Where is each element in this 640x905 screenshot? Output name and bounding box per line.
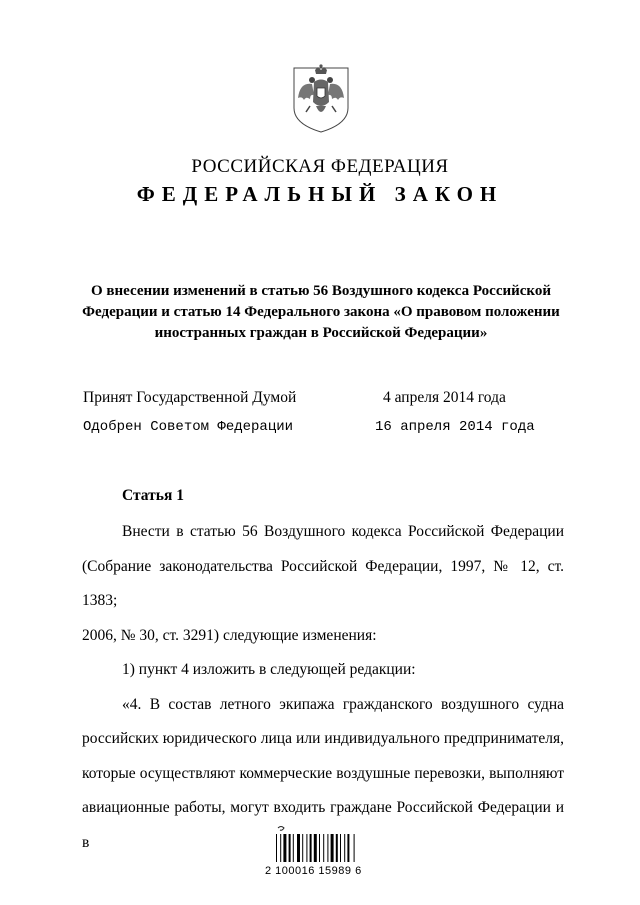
document-type: ФЕДЕРАЛЬНЫЙ ЗАКОН: [136, 182, 504, 206]
law-title-line: иностранных граждан в Российской Федерации»: [154, 325, 488, 341]
article-line: (Собрание законодательства Российской Федерации, 1997, № 12, ст. 1383;: [82, 557, 564, 609]
article-line: «4. В состав летного экипажа гражданского воздушного судна: [122, 695, 564, 713]
barcode-number: 2 100016 15989 6: [265, 865, 362, 877]
article-line: авиационные работы, могут входить граждане Российской Федерации и в: [82, 799, 564, 851]
country-name: РОССИЙСКАЯ ФЕДЕРАЦИЯ: [191, 156, 449, 177]
approved-by-council-label: Одобрен Советом Федерации: [83, 419, 294, 435]
article-line: которые осуществляют коммерческие воздушные перевозки, выполняют: [82, 764, 564, 782]
law-title-line: О внесении изменений в статью 56 Воздушного кодекса Российской: [90, 283, 552, 299]
article-heading: Статья 1: [122, 487, 184, 504]
barcode-icon: [270, 826, 370, 888]
coat-of-arms-icon: [288, 62, 354, 134]
article-line: 2006, № 30, ст. 3291) следующие изменения:: [82, 626, 377, 644]
article-line: российских юридического лица или индивидуального предпринимателя,: [82, 730, 564, 747]
adopted-by-duma-label: Принят Государственной Думой: [83, 389, 297, 406]
article-line: 1) пункт 4 изложить в следующей редакции:: [122, 661, 416, 678]
article-line: Внести в статью 56 Воздушного кодекса Российской Федерации: [122, 523, 564, 540]
article-body: [82, 515, 564, 860]
law-title-line: Федерации и статью 14 Федерального закона «О правовом положении: [82, 304, 560, 320]
approved-by-council-date: 16 апреля 2014 года: [375, 419, 535, 435]
adopted-by-duma-date: 4 апреля 2014 года: [383, 389, 506, 406]
law-title: [78, 281, 564, 344]
